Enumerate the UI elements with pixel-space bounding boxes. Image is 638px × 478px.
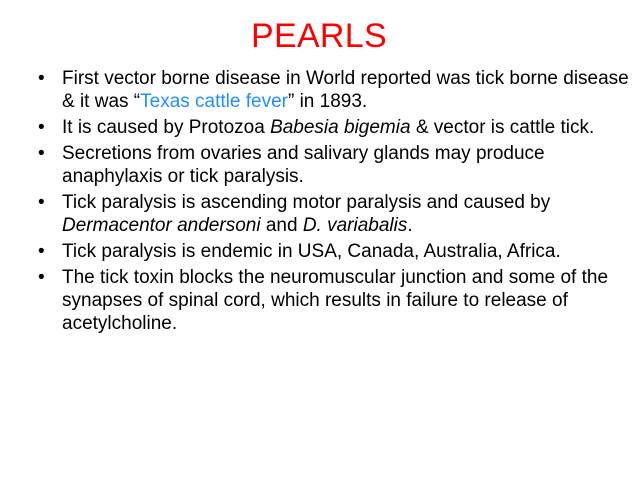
bullet-text: Secretions from ovaries and salivary glands may produce anaphylaxis or tick paralysis. xyxy=(62,143,545,187)
bullet-item-6 xyxy=(38,266,630,335)
bullet-text: ” in 1893. xyxy=(287,91,368,112)
bullet-text: and xyxy=(260,215,303,236)
bullet-dot-icon: • xyxy=(38,241,45,262)
bullet-text: Tick paralysis is ascending motor paralysis and caused by xyxy=(62,192,551,213)
bullet-text: First vector borne disease in World reported was tick borne disease & it was “ xyxy=(62,68,629,112)
species-name: D. variabalis xyxy=(302,215,408,236)
bullet-dot-icon: • xyxy=(38,192,45,213)
species-name: Dermacentor andersoni xyxy=(62,215,261,236)
slide-title: PEARLS xyxy=(251,17,387,55)
bullet-item-2 xyxy=(38,116,630,139)
bullet-item-3 xyxy=(38,142,630,188)
bullet-text: It is caused by Protozoa xyxy=(62,117,271,138)
bullet-item-5 xyxy=(38,240,630,263)
bullet-text: Tick paralysis is endemic in USA, Canada, Australia, Africa. xyxy=(62,241,561,262)
bullet-dot-icon: • xyxy=(38,267,45,288)
bullet-dot-icon: • xyxy=(38,117,45,138)
bullet-dot-icon: • xyxy=(38,143,45,164)
highlighted-term: Texas cattle fever xyxy=(140,91,288,112)
bullet-dot-icon: • xyxy=(38,68,45,89)
bullet-list xyxy=(38,67,630,338)
bullet-text: & vector is cattle tick. xyxy=(410,117,595,138)
bullet-text: The tick toxin blocks the neuromuscular junction and some of the synapses of spinal cord, which results in failure to release of acetylcholine. xyxy=(62,267,609,334)
species-name: Babesia bigemia xyxy=(270,117,411,138)
bullet-text: . xyxy=(407,215,413,236)
bullet-item-4 xyxy=(38,191,630,237)
bullet-item-1 xyxy=(38,67,630,113)
